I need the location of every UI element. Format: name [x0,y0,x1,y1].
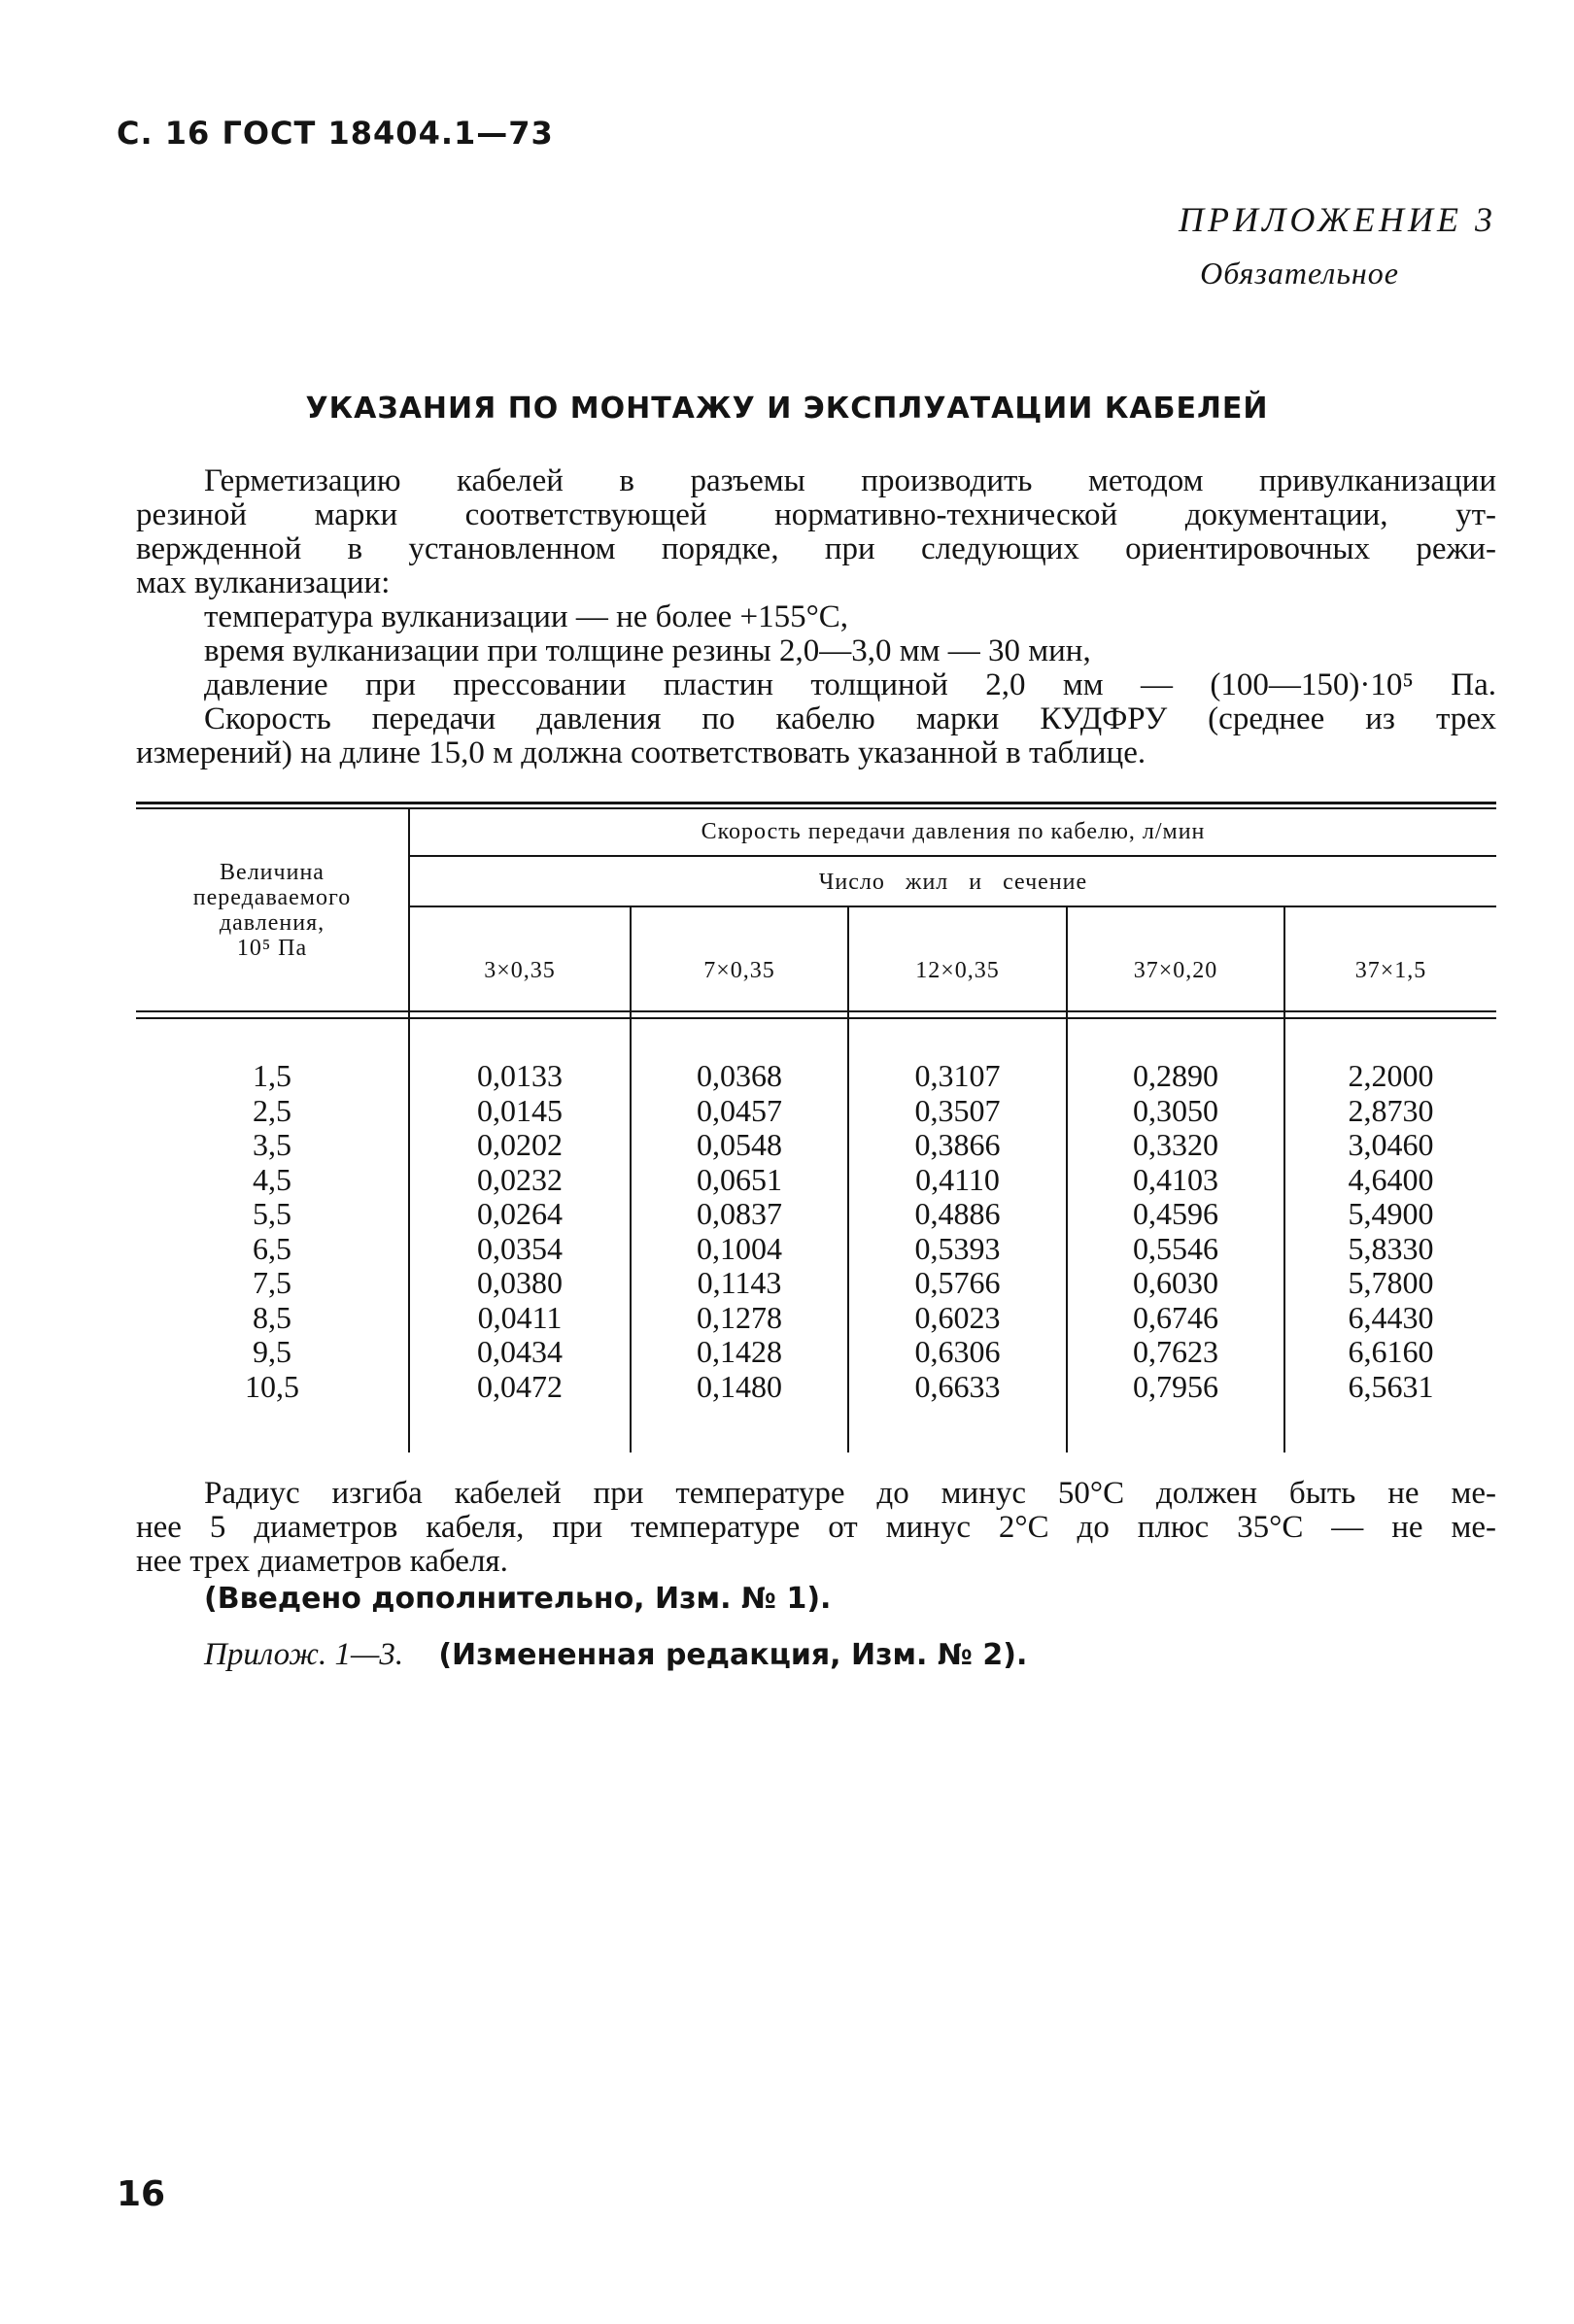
table-cell: 9,5 [253,1334,291,1369]
values-column-7x035 [632,1059,847,1404]
table-cell: 2,8730 [1348,1092,1434,1128]
radius-line: нее 5 диаметров кабеля, при температуре от минус 2°С до плюс 35°С — не ме- [136,1510,1496,1545]
table-cell: 0,0472 [477,1368,563,1404]
column-header: 37×0,20 [1133,958,1218,983]
table-cell: 0,4103 [1133,1161,1218,1197]
table-cell: 0,1143 [697,1265,782,1300]
table-cell: 0,6306 [914,1334,1001,1369]
table-cell: 0,0133 [477,1058,563,1093]
speed-line: измерений) на длине 15,0 м должна соответствовать указанной в таблице. [136,735,1146,770]
table-cell: 0,1428 [697,1334,782,1369]
values-column-37x15 [1285,1059,1496,1404]
table-cell: 6,4430 [1348,1299,1434,1335]
values-column-37x020 [1068,1059,1283,1404]
table-cell: 6,6160 [1348,1334,1434,1369]
appendix-status: Обязательное [1200,256,1399,290]
subgroup-header: Число жил и сечение [818,870,1088,895]
group-header: Скорость передачи давления по кабелю, л/мин [701,819,1206,844]
table-cell: 0,0651 [697,1161,782,1197]
table-cell: 0,0837 [697,1196,782,1231]
table-cell: 0,7956 [1133,1368,1218,1404]
radius-line: нее трех диаметров кабеля. [136,1544,508,1579]
intro-paragraph [136,464,1496,770]
table-cell: 0,0368 [697,1058,782,1093]
radius-paragraph [136,1477,1496,1579]
values-column-3x035 [410,1059,630,1404]
table-rule [410,855,1496,857]
table-cell: 0,0145 [477,1092,563,1128]
table-rule [410,906,1496,907]
table-cell: 0,0232 [477,1161,563,1197]
table-cell: 0,4110 [915,1161,1000,1197]
table-cell: 0,0354 [477,1230,563,1266]
table-cell: 0,1480 [697,1368,782,1404]
row-header-line: Величина [220,860,325,885]
table-cell: 0,4886 [914,1196,1001,1231]
column-header: 37×1,5 [1354,958,1427,983]
table-cell: 5,7800 [1348,1265,1434,1300]
column-header: 3×0,35 [484,958,556,983]
table-cell: 2,5 [253,1092,291,1128]
table-rule [136,1010,1496,1012]
condition-line: время вулканизации при толщине резины 2,0—3,0 мм — 30 мин, [204,633,1091,668]
column-header: 12×0,35 [915,958,1000,983]
table-cell: 0,0434 [477,1334,563,1369]
table-cell: 6,5631 [1348,1368,1434,1404]
table-cell: 5,5 [253,1196,291,1231]
row-header [136,860,408,961]
table-cell: 3,0460 [1348,1127,1434,1162]
condition-line: давление при прессовании пластин толщиной 2,0 мм — (100—150)·10⁵ Па. [204,667,1496,702]
revision-text: (Измененная редакция, Изм. № 2). [438,1638,1028,1672]
row-header-line: 10⁵ Па [236,936,308,961]
table-cell: 0,0548 [697,1127,782,1162]
table-cell: 2,2000 [1348,1058,1434,1093]
radius-line: Радиус изгиба кабелей при температуре до минус 50°С должен быть не ме- [204,1476,1496,1511]
table-cell: 8,5 [253,1299,291,1335]
row-header-line: давления, [219,910,325,936]
table-cell: 0,3866 [914,1127,1001,1162]
table-cell: 0,3050 [1133,1092,1218,1128]
intro-line: резиной марки соответствующей нормативно-технической документации, ут- [136,497,1496,532]
table-cell: 0,0202 [477,1127,563,1162]
values-column-12x035 [849,1059,1066,1404]
table-cell: 4,6400 [1348,1161,1434,1197]
table-cell: 0,5393 [914,1230,1001,1266]
section-title: УКАЗАНИЯ ПО МОНТАЖУ И ЭКСПЛУАТАЦИИ КАБЕЛЕЙ [305,392,1269,426]
table-cell: 3,5 [253,1127,291,1162]
table-cell: 0,7623 [1133,1334,1218,1369]
table-cell: 5,8330 [1348,1230,1434,1266]
revision-note [204,1637,1027,1673]
speed-line: Скорость передачи давления по кабелю марки КУДФРУ (среднее из трех [204,701,1496,736]
pressure-column [136,1059,408,1404]
table-cell: 1,5 [253,1058,291,1093]
intro-line: мах вулканизации: [136,565,391,600]
document-header-code: С. 16 ГОСТ 18404.1—73 [117,115,554,152]
intro-line: вержденной в установленном порядке, при следующих ориентировочных режи- [136,531,1496,566]
appendix-reference: Прилож. 1—3. [204,1637,404,1672]
table-rule [136,802,1496,804]
table-cell: 7,5 [253,1265,291,1300]
intro-line: Герметизацию кабелей в разъемы производить методом привулканизации [204,463,1496,498]
table-cell: 0,3507 [914,1092,1001,1128]
table-cell: 0,0264 [477,1196,563,1231]
table-cell: 5,4900 [1348,1196,1434,1231]
column-header: 7×0,35 [703,958,775,983]
table-cell: 0,1004 [697,1230,782,1266]
table-cell: 0,5546 [1133,1230,1218,1266]
table-cell: 0,6633 [914,1368,1001,1404]
table-cell: 0,6030 [1133,1265,1218,1300]
page-number: 16 [117,2174,166,2214]
table-cell: 0,0457 [697,1092,782,1128]
table-cell: 0,6746 [1133,1299,1218,1335]
condition-line: температура вулканизации — не более +155°С, [204,599,849,634]
table-cell: 4,5 [253,1161,291,1197]
introduced-note: (Введено дополнительно, Изм. № 1). [204,1582,832,1616]
table-cell: 6,5 [253,1230,291,1266]
table-rule [136,807,1496,809]
table-cell: 0,3320 [1133,1127,1218,1162]
table-cell: 0,4596 [1133,1196,1218,1231]
row-header-line: передаваемого [192,885,352,910]
table-cell: 0,0380 [477,1265,563,1300]
table-cell: 0,2890 [1133,1058,1218,1093]
table-cell: 0,3107 [914,1058,1001,1093]
table-cell: 0,1278 [697,1299,782,1335]
table-cell: 0,5766 [914,1265,1001,1300]
table-cell: 0,6023 [914,1299,1001,1335]
appendix-label: ПРИЛОЖЕНИЕ 3 [1179,200,1496,239]
table-cell: 0,0411 [477,1299,563,1335]
table-rule [136,1017,1496,1019]
table-cell: 10,5 [245,1368,299,1404]
